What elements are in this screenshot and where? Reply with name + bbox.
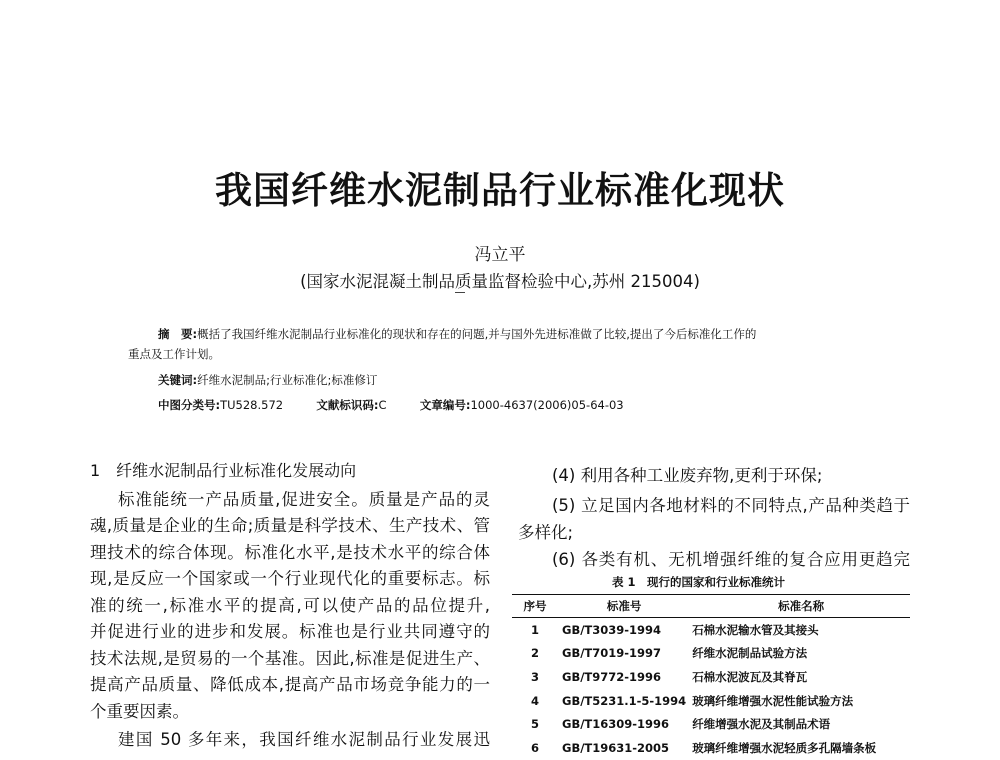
table-cell: 3 [530, 669, 539, 684]
body-line: 并促进行业的进步和发展。标准也是行业共同遵守的 [90, 622, 490, 641]
table-cell: 纤维水泥制品试验方法 [692, 646, 808, 661]
table-row [512, 736, 910, 760]
body-line: 提高产品质量、降低成本,提高产品市场竞争能力的一 [90, 675, 490, 694]
abstract-label: 摘 要: [158, 327, 198, 341]
body-line: 准的统一,标准水平的提高,可以使产品的品位提升, [90, 596, 490, 615]
body-line: 理技术的综合体现。标准化水平,是技术水平的综合体 [90, 543, 490, 562]
column-header: 标准号 [606, 599, 642, 613]
author-name: 冯立平 [474, 245, 526, 265]
table-cell: 2 [530, 646, 539, 661]
abstract-text: 概括了我国纤维水泥制品行业标准化的现状和存在的问题,并与国外先进标准做了比较,提出了今后标准化工作的 [197, 327, 757, 341]
table-cell: 玻璃纤维增强水泥轻质多孔隔墙条板 [692, 740, 877, 755]
table-cell: 玻璃纤维增强水泥性能试验方法 [692, 693, 854, 708]
body-line: 标准能统一产品质量,促进安全。质量是产品的灵 [118, 490, 490, 509]
table-cell: 石棉水泥输水管及其接头 [692, 622, 819, 637]
table-cell: GB/T19631-2005 [562, 740, 670, 755]
body-line: (4) 利用各种工业废弃物,更利于环保; [552, 466, 823, 485]
table-header-row [512, 595, 910, 618]
keywords [158, 372, 377, 388]
table-cell: GB/T16309-1996 [562, 717, 670, 732]
table-cell: 纤维增强水泥及其制品术语 [692, 717, 831, 732]
table-row [512, 665, 910, 689]
keywords-text: 纤维水泥制品;行业标准化;标准修订 [197, 373, 378, 387]
doc-code-value: C [378, 398, 387, 412]
table-cell: GB/T3039-1994 [562, 622, 662, 637]
table-caption: 表 1 现行的国家和行业标准统计 [612, 575, 786, 589]
table-cell: GB/T9772-1996 [562, 669, 662, 684]
scan-mark [455, 292, 465, 293]
standards-table [512, 594, 910, 760]
table-cell: 石棉水泥波瓦及其脊瓦 [692, 669, 808, 684]
author-affiliation: (国家水泥混凝土制品质量监督检验中心,苏州 215004) [300, 272, 700, 291]
article-title: 我国纤维水泥制品行业标准化现状 [215, 169, 785, 212]
table-row [512, 618, 910, 642]
classification-label: 中图分类号: [158, 398, 221, 412]
table-cell: 6 [530, 740, 539, 755]
section-heading: 1 纤维水泥制品行业标准化发展动向 [90, 461, 357, 480]
classification-line [158, 397, 624, 413]
body-line: (6) 各类有机、无机增强纤维的复合应用更趋完 [552, 550, 910, 569]
body-line: 魂,质量是企业的生命;质量是科学技术、生产技术、管 [90, 516, 490, 535]
abstract-line-1 [158, 326, 756, 342]
table-cell: GB/T7019-1997 [562, 646, 662, 661]
abstract-line-2: 重点及工作计划。 [128, 347, 220, 361]
article-no-value: 1000-4637(2006)05-64-03 [470, 398, 624, 412]
keywords-label: 关键词: [158, 373, 198, 387]
body-line: 技术法规,是贸易的一个基准。因此,标准是促进生产、 [90, 649, 490, 668]
body-line: 建国 50 多年来，我国纤维水泥制品行业发展迅 [118, 730, 490, 749]
table-cell: 4 [530, 693, 539, 708]
body-line: 个重要因素。 [90, 702, 189, 721]
table-cell: GB/T5231.1-5-1994 [562, 693, 687, 708]
body-line: 多样化; [518, 523, 574, 542]
table-cell: 5 [530, 717, 539, 732]
column-header: 标准名称 [778, 599, 825, 613]
body-line: (5) 立足国内各地材料的不同特点,产品种类趋于 [552, 496, 910, 515]
article-no-label: 文章编号: [419, 398, 471, 412]
doc-code-label: 文献标识码: [316, 398, 379, 412]
classification-value: TU528.572 [220, 398, 284, 412]
column-header: 序号 [523, 599, 547, 613]
table-cell: 1 [530, 622, 539, 637]
table-row [512, 642, 910, 666]
table-row [512, 689, 910, 713]
body-line: 现,是反应一个国家或一个行业现代化的重要标志。标 [90, 569, 490, 588]
table-row [512, 712, 910, 736]
